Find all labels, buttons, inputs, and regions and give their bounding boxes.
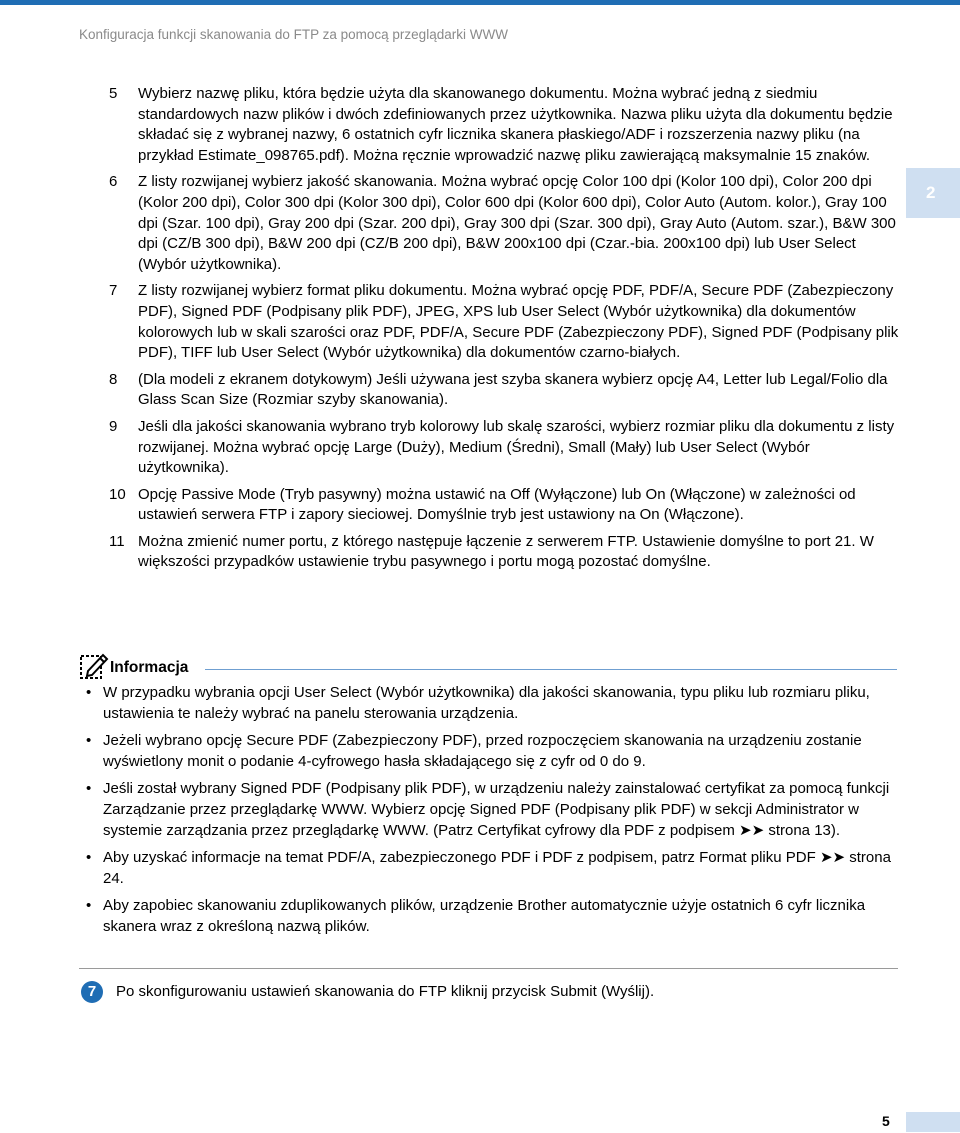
- step-7: [109, 281, 899, 363]
- step-number: 7: [109, 282, 118, 300]
- note-item-text: Aby uzyskać informacje na temat PDF/A, zabezpieczonego PDF i PDF z podpisem, patrz Format pliku PDF ➤➤ strona 24.: [103, 849, 891, 887]
- step-10: [109, 485, 899, 526]
- final-step-text: Po skonfigurowaniu ustawień skanowania do FTP kliknij przycisk Submit (Wyślij).: [116, 983, 655, 1000]
- note-divider: [205, 669, 897, 670]
- step-text: Opcję Passive Mode (Tryb pasywny) można ustawić na Off (Wyłączone) lub On (Włączone) w zależności od ustawień serwera FTP i zapory sieciowej. Domyślnie tryb jest ustawiony na On (Włączone).: [138, 485, 856, 524]
- note-item: [86, 848, 896, 889]
- chapter-tab-number: 2: [926, 183, 936, 202]
- step-number-circle-icon: 7: [81, 981, 103, 1003]
- top-accent-bar: [0, 0, 960, 5]
- note-list: [86, 683, 896, 945]
- note-item: [86, 896, 896, 937]
- step-text: Z listy rozwijanej wybierz format pliku dokumentu. Można wybrać opcję PDF, PDF/A, Secure PDF (Zabezpieczony PDF), Signed PDF (Podpisany plik PDF), JPEG, XPS lub User Select (Wybór użytkownika) dla dokumentów kolorowych lub w skali szarości oraz PDF, PDF/A, Secure PDF (Zabezpieczony PDF), Signed PDF (Podpisany plik PDF), TIFF lub User Select (Wybór użytkownika) dla dokumentów czarno-białych.: [138, 282, 899, 362]
- final-step: [81, 981, 901, 1005]
- note-bottom-divider: [79, 968, 898, 969]
- step-11: [109, 532, 899, 573]
- note-item-text: W przypadku wybrania opcji User Select (Wybór użytkownika) dla jakości skanowania, typu pliku lub rozmiaru pliku, ustawienia te należy wybrać na panelu sterowania urządzenia.: [103, 684, 870, 722]
- page-number: 5: [882, 1113, 890, 1129]
- page-number-tab: [906, 1112, 960, 1132]
- note-item: [86, 779, 896, 841]
- bullet-icon: •: [86, 780, 92, 798]
- note-item-text: Aby zapobiec skanowaniu zduplikowanych plików, urządzenie Brother automatycznie użyje ostatnich 6 cyfr licznika skanera wraz z określoną nazwą plików.: [103, 897, 866, 935]
- step-8: [109, 370, 899, 411]
- page-header: Konfiguracja funkcji skanowania do FTP za pomocą przeglądarki WWW: [79, 27, 508, 42]
- note-item-text: Jeżeli wybrano opcję Secure PDF (Zabezpieczony PDF), przed rozpoczęciem skanowania na urządzeniu zostanie wyświetlony monit o podanie 4-cyfrowego hasła składającego się z cyfr od 0 do 9.: [103, 732, 862, 770]
- step-number: 5: [109, 85, 118, 102]
- note-item: [86, 683, 896, 724]
- note-item: [86, 731, 896, 772]
- step-number: 10: [109, 485, 126, 503]
- bullet-icon: •: [86, 684, 92, 701]
- step-text: Wybierz nazwę pliku, która będzie użyta dla skanowanego dokumentu. Można wybrać jedną z siedmiu standardowych nazw plików i dwóch zdefiniowanych przez użytkownika. Nazwa pliku użyta dla dokumentu będzie składać się z wybranej nazwy, 6 ostatnich cyfr licznika skanera płaskiego/ADF i rozszerzenia nazwy pliku (na przykład Estimate_098765.pdf). Można ręcznie wprowadzić nazwę pliku zawierającą maksymalnie 15 znaków.: [138, 85, 893, 164]
- step-text: Z listy rozwijanej wybierz jakość skanowania. Można wybrać opcję Color 100 dpi (Kolor 100 dpi), Color 200 dpi (Kolor 200 dpi), Color 300 dpi (Kolor 300 dpi), Color 600 dpi (Kolor 600 dpi), Color Auto (Autom. kolor.), Gray 100 dpi (Szar. 100 dpi), Gray 200 dpi (Szar. 200 dpi), Gray 300 dpi (Szar. 300 dpi), Gray Auto (Autom. szar.), B&W 300 dpi (CZ/B 300 dpi), B&W 200 dpi (CZ/B 200 dpi), B&W 200x100 dpi (Czar.-bia. 200x100 dpi) lub User Select (Wybór użytkownika).: [138, 173, 896, 273]
- step-5: [109, 84, 899, 166]
- chapter-tab: [906, 168, 960, 218]
- bullet-icon: •: [86, 732, 92, 750]
- step-number: 6: [109, 173, 118, 191]
- step-number: 8: [109, 370, 118, 388]
- bullet-icon: •: [86, 849, 92, 867]
- step-text: (Dla modeli z ekranem dotykowym) Jeśli używana jest szyba skanera wybierz opcję A4, Letter lub Legal/Folio dla Glass Scan Size (Rozmiar szyby skanowania).: [138, 370, 888, 409]
- note-header: [79, 651, 899, 681]
- step-6: [109, 172, 899, 275]
- step-text: Można zmienić numer portu, z którego następuje łączenie z serwerem FTP. Ustawienie domyślne to port 21. W większości przypadków ustawienie trybu pasywnego i portu mogą pozostać domyślne.: [138, 532, 874, 571]
- steps-list: [109, 84, 899, 579]
- note-title: Informacja: [110, 659, 189, 676]
- pencil-note-icon: [79, 651, 109, 681]
- step-9: [109, 417, 899, 479]
- step-number: 11: [109, 532, 125, 550]
- note-item-text: Jeśli został wybrany Signed PDF (Podpisany plik PDF), w urządzeniu należy zainstalować certyfikat za pomocą funkcji Zarządzanie przez przeglądarkę WWW. Wybierz opcję Signed PDF (Podpisany plik PDF) w sekcji Administrator w systemie zarządzania przez przeglądarkę WWW. (Patrz Certyfikat cyfrowy dla PDF z podpisem ➤➤ strona 13).: [103, 780, 890, 839]
- step-text: Jeśli dla jakości skanowania wybrano tryb kolorowy lub skalę szarości, wybierz rozmiar pliku dla dokumentu z listy rozwijanej. Można wybrać opcję Large (Duży), Medium (Średni), Small (Mały) lub User Select (Wybór użytkownika).: [138, 417, 895, 477]
- step-number: 9: [109, 417, 118, 435]
- bullet-icon: •: [86, 897, 92, 915]
